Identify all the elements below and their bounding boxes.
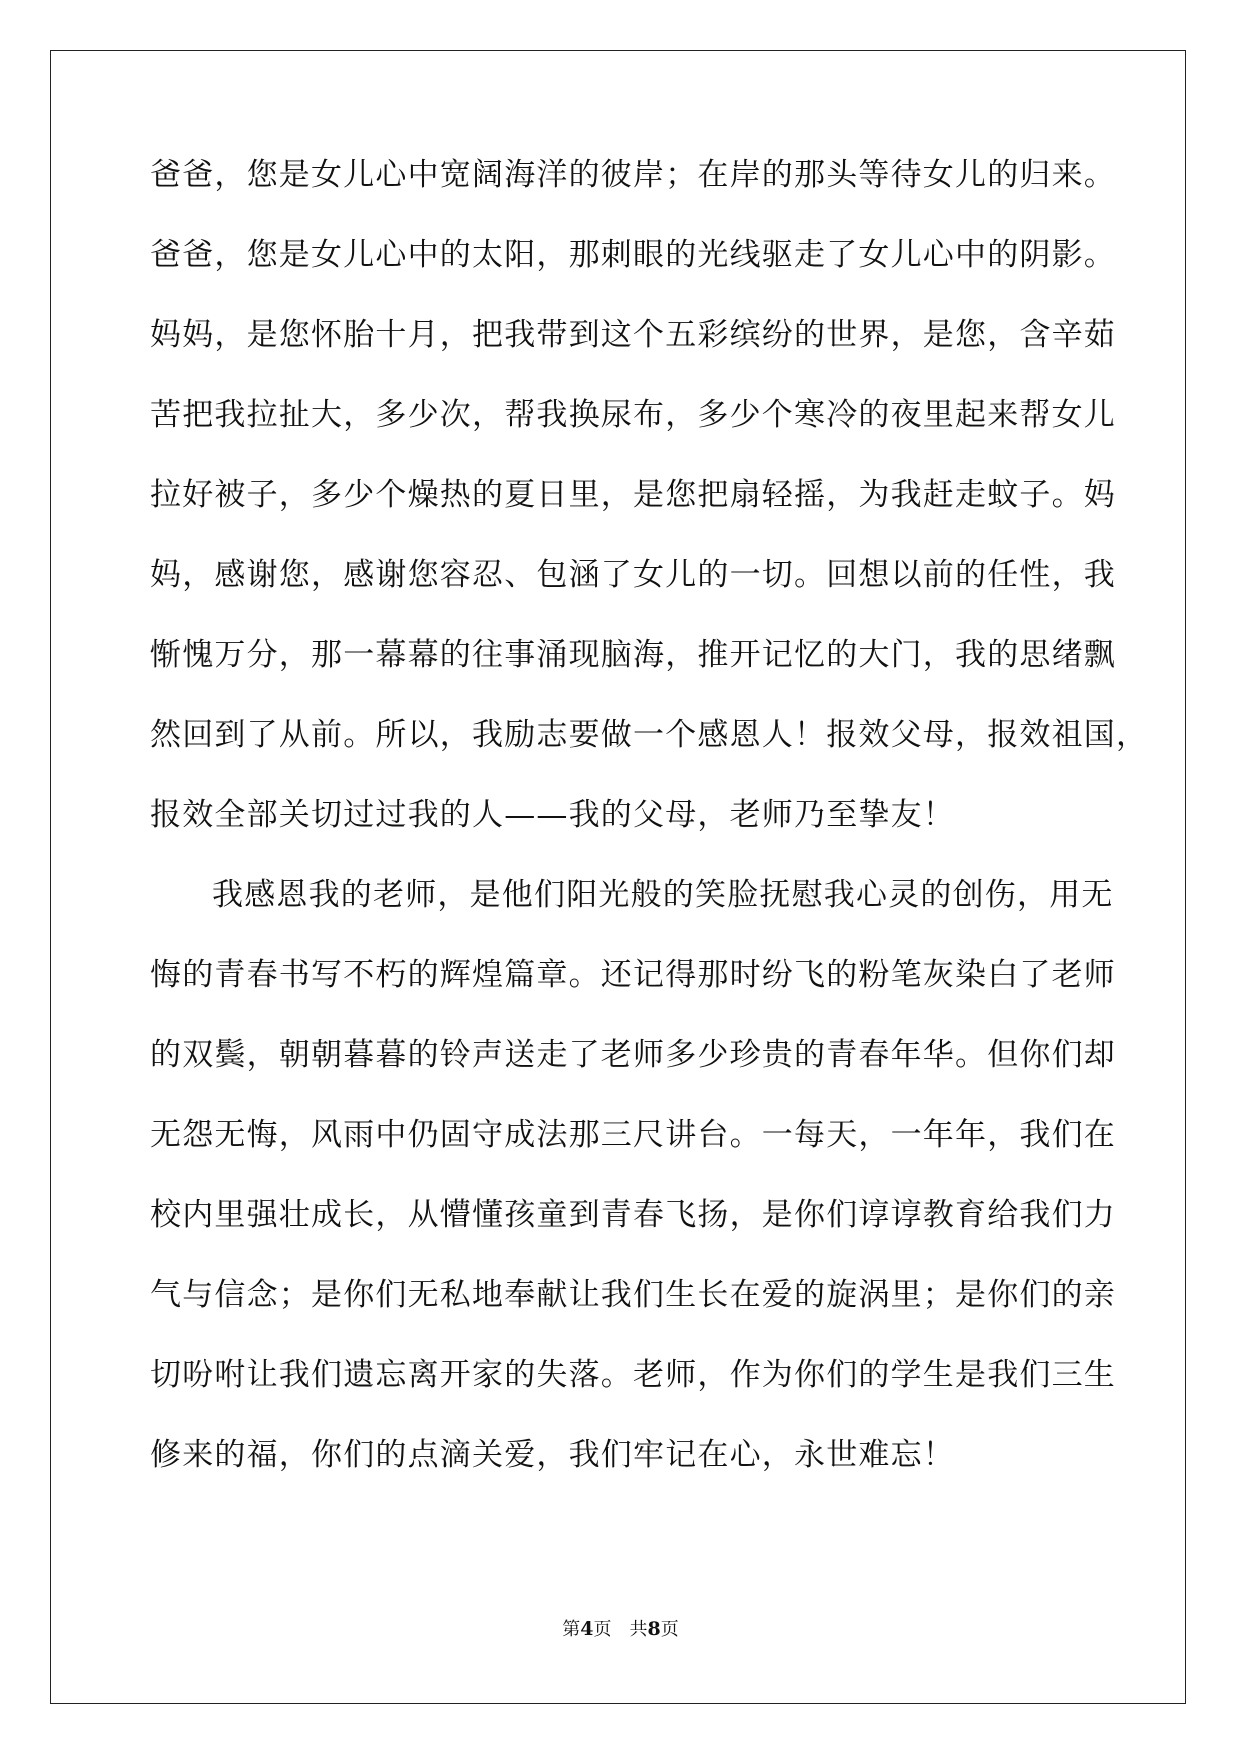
page-label-prefix: 第 (562, 1619, 581, 1640)
text-line: 无怨无悔，风雨中仍固守成法那三尺讲台。一每天，一年年，我们在 (150, 1117, 1116, 1153)
text-line: 妈，感谢您，感谢您容忍、包涵了女儿的一切。回想以前的任性，我 (150, 557, 1116, 593)
text-line: 苦把我拉扯大，多少次，帮我换尿布，多少个寒冷的夜里起来帮女儿 (150, 397, 1116, 433)
text-line: 悔的青春书写不朽的辉煌篇章。还记得那时纷飞的粉笔灰染白了老师 (150, 957, 1116, 993)
current-page-number: 4 (580, 1618, 594, 1640)
paragraph-first-line: 我感恩我的老师，是他们阳光般的笑脸抚慰我心灵的创伤，用无 (212, 877, 1114, 913)
text-line: 爸爸，您是女儿心中的太阳，那刺眼的光线驱走了女儿心中的阴影。 (150, 237, 1116, 273)
total-page-number: 8 (647, 1618, 661, 1640)
text-line: 拉好被子，多少个燥热的夏日里，是您把扇轻摇，为我赶走蚊子。妈 (150, 477, 1116, 513)
text-line: 然回到了从前。所以，我励志要做一个感恩人！报效父母，报效祖国， (150, 717, 1149, 753)
text-line: 的双鬓，朝朝暮暮的铃声送走了老师多少珍贵的青春年华。但你们却 (150, 1037, 1116, 1073)
text-line: 校内里强壮成长，从懵懂孩童到青春飞扬，是你们谆谆教育给我们力 (150, 1197, 1116, 1233)
page-footer (0, 1617, 1241, 1642)
text-line: 气与信念；是你们无私地奉献让我们生长在爱的旋涡里；是你们的亲 (150, 1277, 1116, 1313)
text-line: 惭愧万分，那一幕幕的往事涌现脑海，推开记忆的大门，我的思绪飘 (150, 637, 1116, 673)
total-label-prefix: 共 (629, 1619, 648, 1640)
text-line: 修来的福，你们的点滴关爱，我们牢记在心，永世难忘！ (150, 1437, 955, 1473)
text-line: 妈妈，是您怀胎十月，把我带到这个五彩缤纷的世界，是您，含辛茹 (150, 317, 1116, 353)
text-line: 切吩咐让我们遗忘离开家的失落。老师，作为你们的学生是我们三生 (150, 1357, 1116, 1393)
total-label-suffix: 页 (660, 1619, 679, 1640)
page-label-suffix: 页 (593, 1619, 612, 1640)
text-line: 报效全部关切过过我的人——我的父母，老师乃至挚友！ (150, 797, 955, 833)
text-line: 爸爸，您是女儿心中宽阔海洋的彼岸；在岸的那头等待女儿的归来。 (150, 157, 1116, 193)
